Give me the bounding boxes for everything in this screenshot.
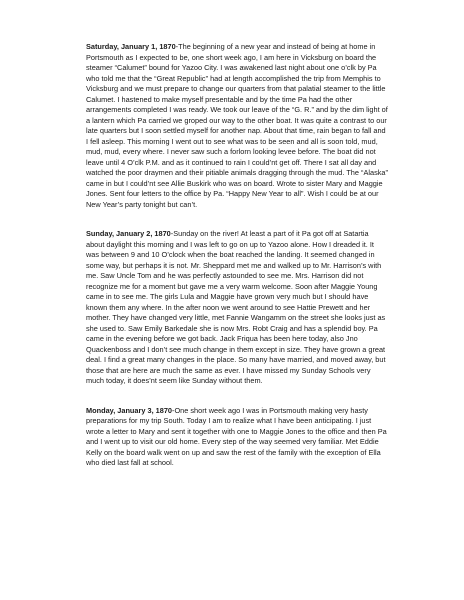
diary-page xyxy=(86,42,388,488)
diary-entry-jan-1 xyxy=(86,42,388,210)
entry-text: -Sunday on the river! At least a part of it Pa got off at Satartia about daylight this morning and I was left to go on up to Yazoo alone. How I dreaded it. It was between 9 and 10 O’clock when the boat reached the landing. It seemed changed in some way, but perhaps it is not. Mr. Sheppard met me and walked up to Mr. Harrison’s with me. Saw Uncle Tom and he was perfectly astounded to see me. Mrs. Harrison did not recognize me for a moment but gave me a very warm welcome. Soon after Maggie Young came in to see me. The girls Lula and Maggie have grown very much but I should have known them any where. In the after noon we went around to see Hattie Prewett and her mother. They have changed very little, met Fannie Wangamm on the street she looks just as she used to. Saw Emily Barkedale she is now Mrs. Robt Craig and has a splendid boy. Pa came in the evening before we got back. Jack Friqua has been here today, also Jno Quackenboss and I don’t see much change in them except in size. They have grown a great deal. I find a great many changes in the place. So many have married, and moved away, but those that are here are much the same as ever. I have missed my Sunday Schools very much today, it does’nt seem like Sunday without them. xyxy=(86,229,386,385)
diary-entry-jan-2 xyxy=(86,229,388,387)
entry-date: Saturday, January 1, 1870 xyxy=(86,42,176,51)
entry-text: -The beginning of a new year and instead of being at home in Portsmouth as I expected to be, one short week ago, I am here in Vicksburg on board the steamer “Calumet” bound for Yazoo City. I was awakened last night about one o’clk by Pa who told me that the “Great Republic” had at length accomplished the trip from Memphis to Vicksburg and we must prepare to change our quarters from that palatial steamer to the little Calumet. I hastened to make myself presentable and by the time Pa had the other arrangements completed I was ready. We took our leave of the “G. R.” and by the dim light of a lantern which Pa carried we groped our way to the other boat. It was quite a contrast to our late quarters but I soon settled myself for another nap. About that time, rain began to fall and I fell asleep. This morning I went out to see what was to be seen and all is soon told, mud, mud, mud, every where. I never saw such a forlorn looking levee before. The boat did not leave until 4 O’clk P.M. and as it continued to rain I could’nt get off. There I sat all day and watched the poor draymen and their pitiable animals dragging through the mud. The “Alaska” came in but I could’nt see Allie Buskirk who was on board. Wrote to sister Mary and Maggie Jones. Sent four letters to the office by Pa. “Happy New Year to all”. Wish I could be at our New Year’s party tonight but can’t. xyxy=(86,42,388,209)
entry-text: -One short week ago I was in Portsmouth making very hasty preparations for my trip South. Today I am to realize what I have been anticipating. I just wrote a letter to Mary and sent it together with one to Maggie Jones to the office and then Pa and I went up to visit our old home. Every step of the way seemed very familiar. Met Eddie Kelly on the board walk went on up and saw the rest of the family with the exception of Ella who died last fall at school. xyxy=(86,405,387,467)
entry-date: Sunday, January 2, 1870 xyxy=(86,229,171,238)
entry-date: Monday, January 3, 1870 xyxy=(86,405,172,415)
diary-entry-jan-3 xyxy=(86,406,388,469)
